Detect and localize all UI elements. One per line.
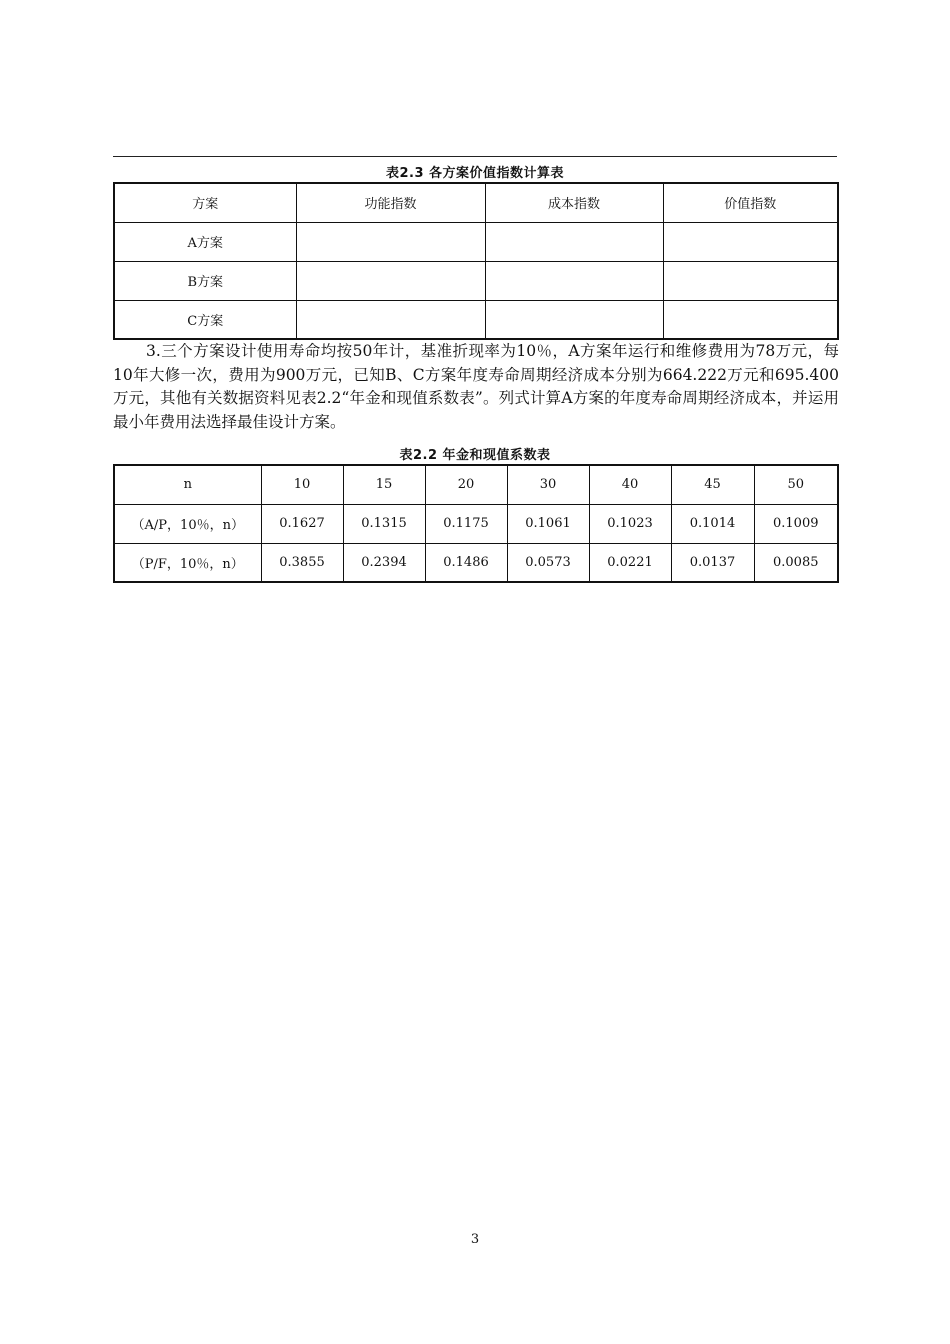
header-cell: 20 xyxy=(425,465,507,504)
table-row xyxy=(114,300,838,339)
table-cell xyxy=(485,261,663,300)
header-cell: 价值指数 xyxy=(663,183,838,222)
table-cell: 0.0085 xyxy=(754,543,838,582)
row-label: B方案 xyxy=(114,261,296,300)
row-label: C方案 xyxy=(114,300,296,339)
table-row xyxy=(114,261,838,300)
header-cell: 40 xyxy=(589,465,671,504)
table-row xyxy=(114,504,838,543)
table-cell xyxy=(296,261,485,300)
table-cell: 0.1315 xyxy=(343,504,425,543)
table-cell: 0.1061 xyxy=(507,504,589,543)
header-cell: 45 xyxy=(671,465,754,504)
table-header-row xyxy=(114,183,838,222)
table-cell xyxy=(296,222,485,261)
table-cell: 0.3855 xyxy=(261,543,343,582)
table-cell xyxy=(663,222,838,261)
question-paragraph: 3.三个方案设计使用寿命均按50年计，基准折现率为10％，A方案年运行和维修费用为78万元，每10年大修一次，费用为900万元，已知B、C方案年度寿命周期经济成本分别为664.222万元和695.400万元，其他有关数据资料见表2.2“年金和现值系数表”。列式计算A方案的年度寿命周期经济成本，并运用最小年费用法选择最佳设计方案。 xyxy=(113,342,839,432)
table-cell: 0.2394 xyxy=(343,543,425,582)
header-cell: 50 xyxy=(754,465,838,504)
header-cell: 10 xyxy=(261,465,343,504)
table-row xyxy=(114,222,838,261)
header-cell: 功能指数 xyxy=(296,183,485,222)
table-cell: 0.0221 xyxy=(589,543,671,582)
header-cell: n xyxy=(114,465,261,504)
page-number: 3 xyxy=(470,1232,480,1247)
row-label: A方案 xyxy=(114,222,296,261)
value-index-table xyxy=(113,182,839,340)
table-cell xyxy=(485,222,663,261)
table-cell: 0.1009 xyxy=(754,504,838,543)
table-cell xyxy=(663,300,838,339)
table-cell: 0.1023 xyxy=(589,504,671,543)
table-cell xyxy=(296,300,485,339)
table-cell xyxy=(663,261,838,300)
table-cell: 0.1175 xyxy=(425,504,507,543)
table-cell: 0.1014 xyxy=(671,504,754,543)
table-2-2-caption: 表2.2 年金和现值系数表 xyxy=(399,448,551,463)
top-rule xyxy=(113,156,837,157)
header-cell: 15 xyxy=(343,465,425,504)
table-cell: 0.1627 xyxy=(261,504,343,543)
table-cell: 0.0137 xyxy=(671,543,754,582)
table-2-3-caption: 表2.3 各方案价值指数计算表 xyxy=(385,166,565,181)
row-label: （A/P，10％，n） xyxy=(114,504,261,543)
table-cell: 0.1486 xyxy=(425,543,507,582)
row-label: （P/F，10％，n） xyxy=(114,543,261,582)
table-cell: 0.0573 xyxy=(507,543,589,582)
header-cell: 方案 xyxy=(114,183,296,222)
table-row xyxy=(114,543,838,582)
annuity-present-value-table xyxy=(113,464,839,583)
table-header-row xyxy=(114,465,838,504)
header-cell: 成本指数 xyxy=(485,183,663,222)
table-cell xyxy=(485,300,663,339)
header-cell: 30 xyxy=(507,465,589,504)
